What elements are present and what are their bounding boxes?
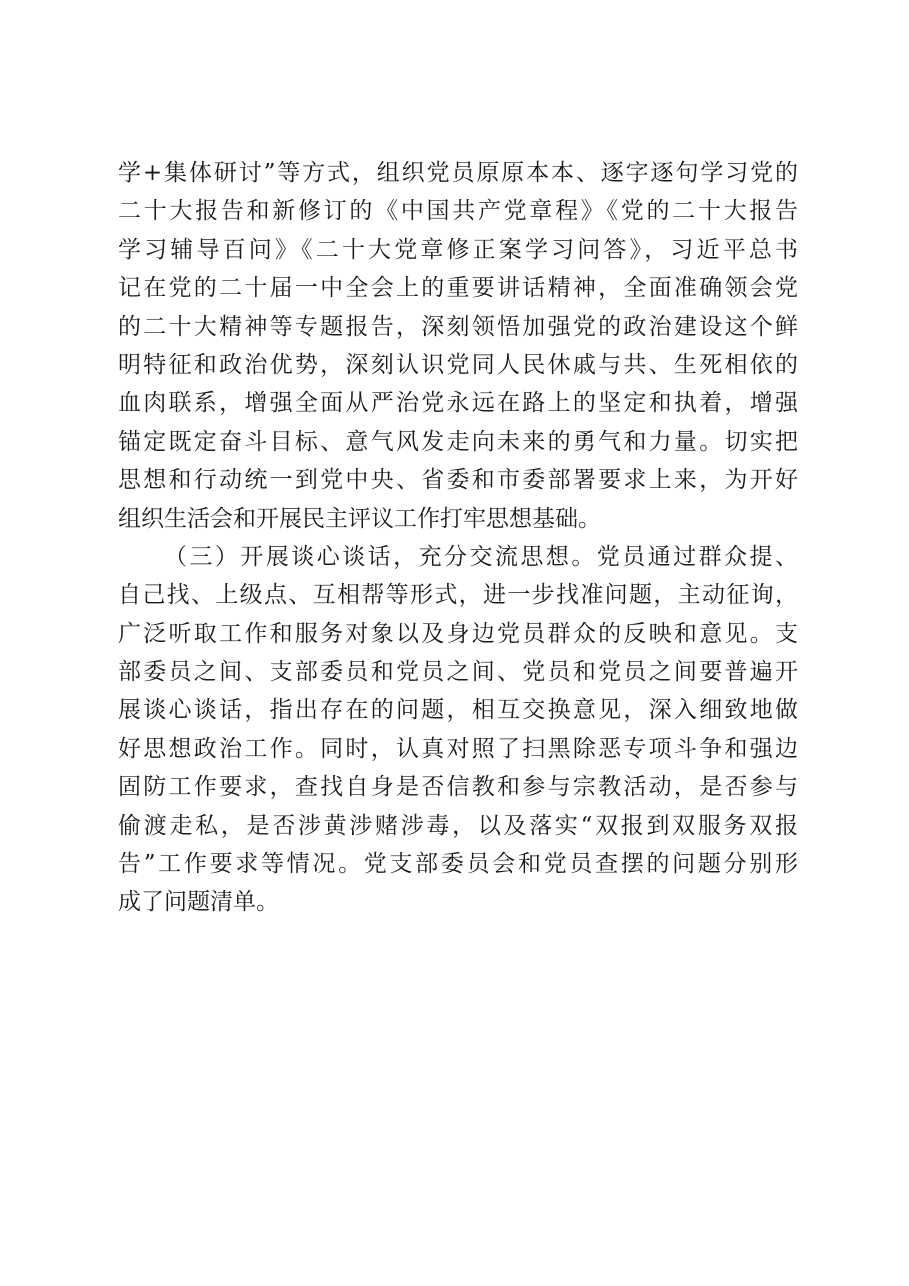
- text-line: 广泛听取工作和服务对象以及身边党员群众的反映和意见。支: [118, 620, 798, 647]
- text-line: 告”工作要求等情况。党支部委员会和党员查摆的问题分别形: [118, 851, 798, 878]
- text-line: 偷渡走私，是否涉黄涉赌涉毒，以及落实“双报到双服务双报: [118, 812, 798, 839]
- text-line: 记在党的二十届一中全会上的重要讲话精神，全面准确领会党: [118, 275, 798, 302]
- text-line: 自己找、上级点、互相帮等形式，进一步找准问题，主动征询，: [118, 582, 798, 609]
- text-line: 固防工作要求，查找自身是否信教和参与宗教活动，是否参与: [118, 774, 798, 801]
- paragraph-study: [118, 154, 798, 538]
- text-line: 组织生活会和开展民主评议工作打牢思想基础。: [118, 505, 601, 532]
- text-line: 学习辅导百问》《二十大党章修正案学习问答》，习近平总书: [118, 236, 798, 263]
- text-line: 学+集体研讨”等方式，组织党员原原本本、逐字逐句学习党的: [118, 160, 798, 186]
- text-line: 成了问题清单。: [118, 889, 279, 916]
- text-line: 明特征和政治优势，深刻认识党同人民休戚与共、生死相依的: [118, 351, 798, 378]
- paragraph-heart-to-heart-talks: [118, 538, 798, 922]
- text-line: 二十大报告和新修订的《中国共产党章程》《党的二十大报告: [118, 198, 798, 225]
- document-body: [118, 154, 798, 922]
- text-line: 思想和行动统一到党中央、省委和市委部署要求上来，为开好: [118, 467, 798, 494]
- text-line: 展谈心谈话，指出存在的问题，相互交换意见，深入细致地做: [118, 697, 798, 724]
- text-line: 好思想政治工作。同时，认真对照了扫黑除恶专项斗争和强边: [118, 735, 798, 762]
- text-line: 的二十大精神等专题报告，深刻领悟加强党的政治建设这个鲜: [118, 313, 798, 340]
- text-line: 血肉联系，增强全面从严治党永远在路上的坚定和执着，增强: [118, 390, 798, 417]
- text-line: 锚定既定奋斗目标、意气风发走向未来的勇气和力量。切实把: [118, 428, 798, 455]
- text-line: （三）开展谈心谈话，充分交流思想。党员通过群众提、: [164, 543, 798, 570]
- text-line: 部委员之间、支部委员和党员之间、党员和党员之间要普遍开: [118, 659, 798, 686]
